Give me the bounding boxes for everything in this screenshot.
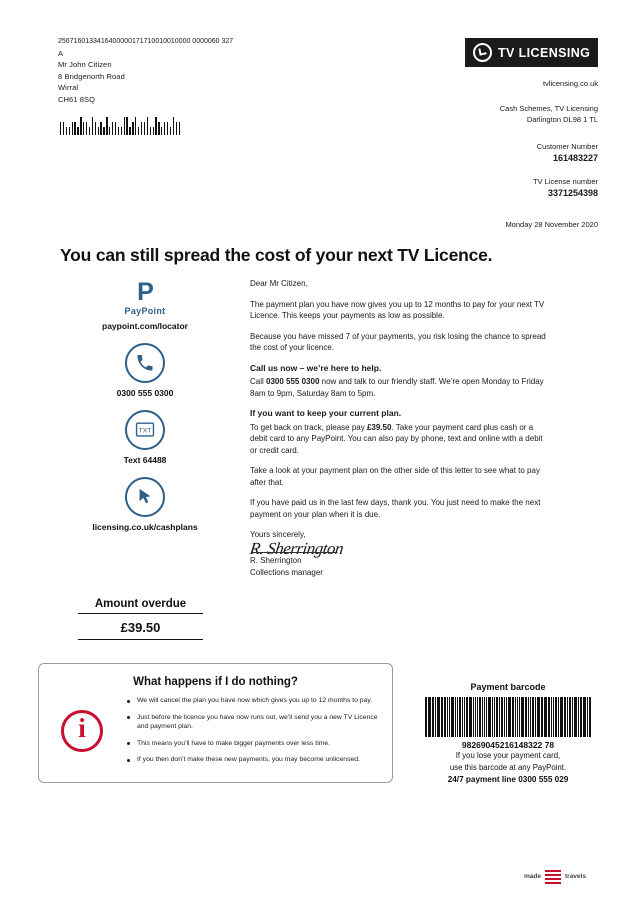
footer-logo (512, 866, 598, 888)
paragraph-3 (250, 376, 550, 399)
salutation: Dear Mr Citizen, (250, 279, 308, 288)
paragraph-5: Take a look at your payment plan on the other side of this letter to see what to pay after that. (250, 466, 540, 487)
page-title: You can still spread the cost of your next TV Licence. (60, 245, 493, 265)
address-barcode (60, 117, 195, 135)
return-address-line-1: Cash Schemes, TV Licensing (499, 104, 598, 113)
payment-line-note: 24/7 payment line 0300 555 029 (447, 775, 569, 784)
tv-licensing-logo (465, 38, 598, 67)
paypoint-glyph: P (137, 278, 153, 306)
paypoint-block[interactable] (70, 280, 220, 331)
heading-call-us: Call us now – we’re here to help. (250, 362, 382, 373)
text-message-icon (125, 410, 165, 450)
paypoint-wordmark: PayPoint (124, 306, 166, 316)
return-address-line-2: Darlington DL98 1 TL (526, 115, 598, 124)
phone-block[interactable] (70, 343, 220, 398)
text-number-caption[interactable]: Text 64488 (123, 455, 167, 465)
paypoint-caption[interactable]: paypoint.com/locator (102, 321, 188, 331)
signature-image: R. Sherrington (249, 543, 551, 555)
amount-overdue-block (78, 598, 203, 640)
address-name: Mr John Citizen (58, 60, 112, 69)
list-item: Just before the licence you have now runs out, we’ll send you a new TV Licence and payment plan. (127, 713, 378, 732)
mailing-reference: 2567160133416400000171710010010000 0000060 327 (58, 38, 234, 45)
paragraph-3-post: now and talk to our friendly staff. We’re open Monday to Friday 8am to 9pm, Saturday 8am to 5pm. (250, 377, 544, 398)
paypoint-logo-icon (70, 280, 220, 316)
payment-barcode-note-2: use this barcode at any PayPoint. (449, 762, 567, 772)
what-happens-box (38, 663, 393, 783)
paragraph-4-post: . Take your payment card plus cash or a debit card to any PayPoint. You can also pay by phone, text and online with a debit or credit card. (250, 422, 543, 455)
tv-licensing-logo-text: TV LICENSING (498, 45, 591, 60)
list-item: We will cancel the plan you have now which gives you up to 12 months to pay. (127, 696, 378, 706)
pay-amount: £39.50 (366, 422, 392, 432)
paragraph-6: If you have paid us in the last few days, thank you. You just need to make the next payment on your plan when it is due. (250, 498, 541, 519)
licence-number-value: 3371254398 (547, 188, 598, 198)
heading-keep-plan: If you want to keep your current plan. (250, 408, 402, 418)
recipient-address-block (58, 36, 233, 105)
payment-barcode-title: Payment barcode (470, 682, 546, 692)
payment-barcode-note-1: If you lose your payment card, (455, 751, 561, 760)
list-item: This means you’ll have to make bigger payments over less time. (127, 739, 378, 749)
online-block[interactable] (70, 477, 220, 532)
licence-number-label: TV License number (532, 177, 598, 186)
letter-date: Monday 28 November 2020 (505, 220, 598, 229)
text-block[interactable] (70, 410, 220, 465)
signer-title: Collections manager (250, 567, 323, 577)
online-url-caption[interactable]: licensing.co.uk/cashplans (92, 522, 198, 532)
payment-barcode-number: 98269045216148322 78 (461, 740, 555, 750)
footer-logo-text-left: made (524, 873, 541, 881)
what-happens-title: What happens if I do nothing? (133, 676, 298, 688)
phone-icon (125, 343, 165, 383)
payment-barcode-image (408, 697, 608, 737)
payment-barcode-block (408, 682, 608, 784)
contact-methods-column (70, 280, 220, 544)
tv-licensing-tick-icon (473, 43, 492, 62)
phone-number-caption[interactable]: 0300 555 0300 (116, 388, 174, 398)
closing: Yours sincerely, (250, 530, 306, 539)
paragraph-1: The payment plan you have now gives you up to 12 months to pay for your next TV Licence. This keeps your payments as low as possible. (250, 299, 545, 320)
website-url: tvlicensing.co.uk (542, 79, 598, 88)
address-line-a: A (58, 48, 64, 58)
list-item: If you then don’t make these new payments, you may become unlicensed. (127, 755, 378, 765)
paragraph-3-pre: Call (250, 377, 267, 386)
svg-text:TXT: TXT (138, 427, 152, 435)
paragraph-2: Because you have missed 7 of your payments, you risk losing the chance to spread the cost of your licence. (250, 331, 546, 352)
paragraph-4-pre: To get back on track, please pay (250, 422, 367, 432)
call-phone-number: 0300 555 0300 (266, 377, 320, 386)
letter-body (250, 278, 550, 578)
letter-meta-column (368, 78, 598, 230)
footer-stripes-icon (545, 870, 561, 884)
customer-number-label: Customer Number (536, 142, 598, 151)
paragraph-4 (250, 422, 550, 457)
information-icon: i (61, 710, 103, 752)
cursor-click-icon (125, 477, 165, 517)
footer-logo-text-right: travels (565, 873, 586, 881)
address-town: Wirral (58, 83, 79, 92)
address-postcode: CH61 8SQ (58, 94, 96, 104)
amount-overdue-label: Amount overdue (78, 598, 203, 614)
customer-number-value: 161483227 (552, 153, 598, 163)
amount-overdue-value: £39.50 (78, 614, 203, 640)
signer-name: R. Sherrington (250, 556, 302, 565)
address-street: 8 Bridgenorth Road (58, 71, 125, 81)
